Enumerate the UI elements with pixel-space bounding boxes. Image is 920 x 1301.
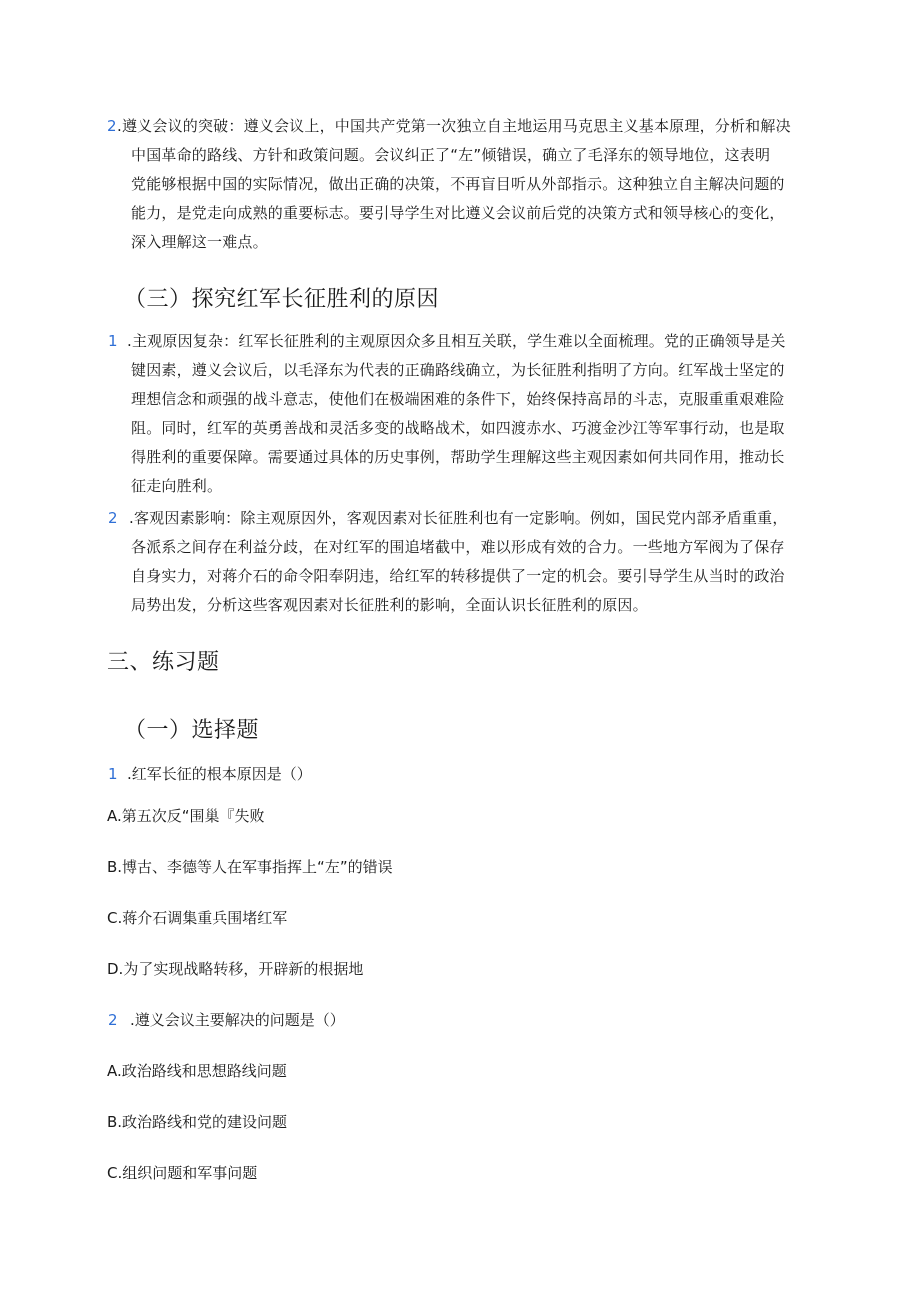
paragraph-line: 阻。同时，红军的英勇善战和灵活多变的战略战术，如四渡赤水、巧渡金沙江等军事行动，也是取	[131, 419, 785, 437]
paragraph-line: 党能够根据中国的实际情况，做出正确的决策，不再盲目听从外部指示。这种独立自主解决问题的	[131, 175, 785, 193]
question-stem: .遵义会议主要解决的问题是（）	[130, 1011, 345, 1029]
option-b: B.政治路线和党的建设问题	[107, 1113, 288, 1131]
paragraph-line: 征走向胜利。	[131, 477, 223, 495]
paragraph-line: 得胜利的重要保障。需要通过具体的历史事例，帮助学生理解这些主观因素如何共同作用，推动长	[131, 448, 785, 466]
paragraph-line: 各派系之间存在利益分歧，在对红军的围追堵截中，难以形成有效的合力。一些地方军阀为了保存	[131, 538, 785, 556]
option-c: C.组织问题和军事问题	[107, 1164, 258, 1182]
option-d: D.为了实现战略转移，开辟新的根据地	[107, 960, 364, 978]
option-a: A.第五次反“围巢『失败	[107, 807, 265, 825]
paragraph-line: 键因素，遵义会议后，以毛泽东为代表的正确路线确立，为长征胜利指明了方向。红军战士坚定的	[131, 361, 785, 379]
paragraph-line: 中国革命的路线、方针和政策问题。会议纠正了“左”倾错误，确立了毛泽东的领导地位，这表明	[131, 146, 771, 164]
question-number: 2	[108, 1011, 118, 1029]
paragraph-line: .主观原因复杂：红军长征胜利的主观原因众多且相互关联，学生难以全面梳理。党的正确领导是关	[127, 332, 786, 350]
subsection-heading: （一）选择题	[124, 718, 260, 743]
paragraph-subjective-causes	[127, 327, 786, 501]
paragraph-zunyi-breakthrough	[117, 112, 791, 257]
paragraph-line: .客观因素影响：除主观原因外，客观因素对长征胜利也有一定影响。例如，国民党内部矛盾重重，	[129, 509, 788, 527]
section-heading: 三、练习题	[107, 650, 220, 675]
paragraph-line: 深入理解这一难点。	[131, 233, 268, 251]
section-heading: （三）探究红军长征胜利的原因	[124, 287, 440, 312]
list-number: 1	[108, 332, 118, 350]
question-stem: .红军长征的根本原因是（）	[127, 765, 312, 783]
paragraph-line: 理想信念和顽强的战斗意志，使他们在极端困难的条件下，始终保持高昂的斗志，克服重重艰难险	[131, 390, 785, 408]
paragraph-line: 局势出发，分析这些客观因素对长征胜利的影响，全面认识长征胜利的原因。	[131, 596, 648, 614]
list-number: 2	[108, 509, 118, 527]
paragraph-line: 能力，是党走向成熟的重要标志。要引导学生对比遵义会议前后党的决策方式和领导核心的变化，	[131, 204, 785, 222]
paragraph-line: 自身实力，对蒋介石的命令阳奉阴违，给红军的转移提供了一定的机会。要引导学生从当时的政治	[131, 567, 785, 585]
option-a: A.政治路线和思想路线问题	[107, 1062, 287, 1080]
question-number: 1	[108, 765, 118, 783]
paragraph-objective-factors	[129, 504, 788, 620]
option-c: C.蒋介石调集重兵围堵红军	[107, 909, 288, 927]
list-number: 2	[107, 117, 117, 135]
option-b: B.博古、李德等人在军事指挥上“左”的错误	[107, 858, 393, 876]
paragraph-line: .遵义会议的突破：遵义会议上，中国共产党第一次独立自主地运用马克思主义基本原理，分析和解决	[117, 117, 791, 135]
